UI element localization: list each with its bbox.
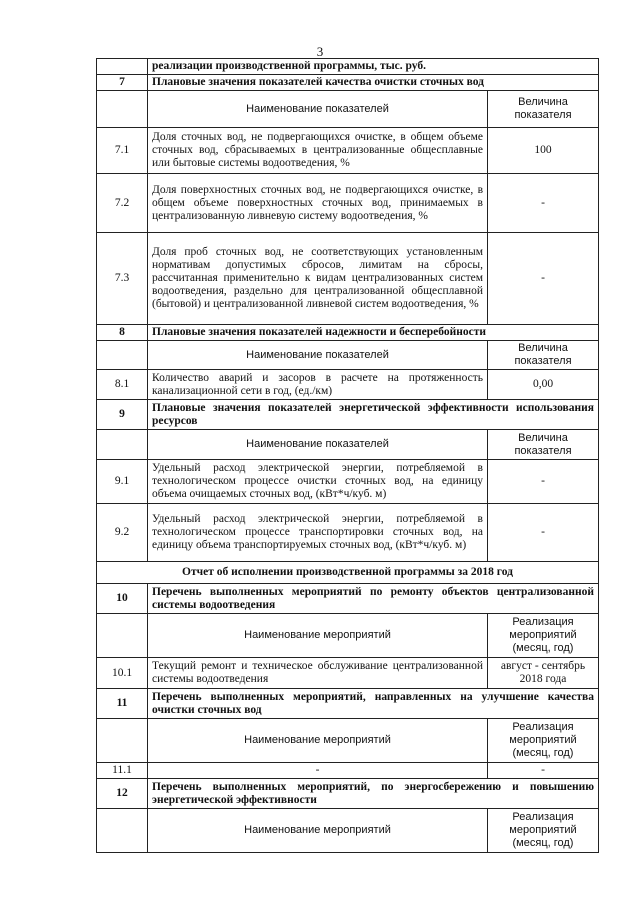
table-row xyxy=(97,460,599,504)
section-number: 12 xyxy=(97,779,148,809)
section-title: Перечень выполненных мероприятий, направленных на улучшение качества очистки сточных вод xyxy=(148,689,599,719)
section-title: Перечень выполненных мероприятий по ремонту объектов централизованной системы водоотведения xyxy=(148,584,599,614)
column-header-row xyxy=(97,719,599,763)
row-text: Удельный расход электрической энергии, потребляемой в технологическом процессе очистки сточных вод, на единицу объема очищаемых сточных вод, (кВт*ч/куб. м) xyxy=(148,460,488,504)
section-header-row xyxy=(97,325,599,341)
column-header-name: Наименование показателей xyxy=(148,430,488,460)
column-header-value: Реализация мероприятий (месяц, год) xyxy=(488,719,599,763)
table-row xyxy=(97,658,599,689)
column-header-row xyxy=(97,809,599,853)
section-number: 10 xyxy=(97,584,148,614)
page-number: 3 xyxy=(316,44,324,59)
row-number: 9.2 xyxy=(97,504,148,562)
section-title: Перечень выполненных мероприятий, по энергосбережению и повышению энергетической эффективности xyxy=(148,779,599,809)
table-row xyxy=(97,59,599,75)
section-title: Плановые значения показателей надежности и бесперебойности xyxy=(148,325,599,341)
column-header-row xyxy=(97,91,599,128)
table-row xyxy=(97,128,599,174)
section-number: 8 xyxy=(97,325,148,341)
row-number: 7.3 xyxy=(97,233,148,325)
table-row xyxy=(97,504,599,562)
row-number: 11.1 xyxy=(97,763,148,779)
program-table xyxy=(96,58,599,853)
report-title-row xyxy=(97,562,599,584)
column-header-row xyxy=(97,430,599,460)
column-header-name: Наименование показателей xyxy=(148,91,488,128)
column-header-value: Величина показателя xyxy=(488,341,599,370)
section-header-row xyxy=(97,689,599,719)
column-header-name: Наименование мероприятий xyxy=(148,809,488,853)
row-text: Доля проб сточных вод, не соответствующих установленным нормативам допустимых сбросов, лимитам на сбросы, рассчитанная применительно к видам централизованных систем водоотведения, раздельно для централизованной общесплавной (бытовой) и централизованной ливневой систем водоотведения, % xyxy=(148,233,488,325)
row-value: - xyxy=(488,504,599,562)
table-row xyxy=(97,233,599,325)
row-text: Текущий ремонт и техническое обслуживание централизованной системы водоотведения xyxy=(148,658,488,689)
column-header-value: Реализация мероприятий (месяц, год) xyxy=(488,614,599,658)
row-text: Удельный расход электрической энергии, потребляемой в технологическом процессе транспортировки сточных вод, на единицу объема транспортируемых сточных вод, (кВт*ч/куб. м) xyxy=(148,504,488,562)
column-header-name: Наименование мероприятий xyxy=(148,614,488,658)
column-header-name: Наименование мероприятий xyxy=(148,719,488,763)
column-header-row xyxy=(97,341,599,370)
section-number: 9 xyxy=(97,400,148,430)
table-row xyxy=(97,763,599,779)
row-text: - xyxy=(148,763,488,779)
row-value: - xyxy=(488,763,599,779)
column-header-value: Величина показателя xyxy=(488,430,599,460)
row-value: - xyxy=(488,233,599,325)
table-row xyxy=(97,370,599,400)
row-value: август - сентябрь 2018 года xyxy=(488,658,599,689)
report-title: Отчет об исполнении производственной программы за 2018 год xyxy=(97,562,599,584)
row-text: Доля поверхностных сточных вод, не подвергающихся очистке, в общем объеме поверхностных сточных вод, принимаемых в централизованную ливневую систему водоотведения, % xyxy=(148,174,488,233)
section-title: Плановые значения показателей качества очистки сточных вод xyxy=(148,75,599,91)
row-number: 7.2 xyxy=(97,174,148,233)
row-value: - xyxy=(488,174,599,233)
column-header-value: Реализация мероприятий (месяц, год) xyxy=(488,809,599,853)
column-header-row xyxy=(97,614,599,658)
section-header-row xyxy=(97,400,599,430)
column-header-value: Величина показателя xyxy=(488,91,599,128)
row-value: - xyxy=(488,460,599,504)
section-number: 11 xyxy=(97,689,148,719)
table-row xyxy=(97,174,599,233)
row-text: Доля сточных вод, не подвергающихся очистке, в общем объеме сточных вод, сбрасываемых в централизованные общесплавные или бытовые системы водоотведения, % xyxy=(148,128,488,174)
row-value: 0,00 xyxy=(488,370,599,400)
row-text: реализации производственной программы, тыс. руб. xyxy=(148,59,599,75)
row-number: 9.1 xyxy=(97,460,148,504)
section-number: 7 xyxy=(97,75,148,91)
section-header-row xyxy=(97,779,599,809)
section-header-row xyxy=(97,584,599,614)
section-title: Плановые значения показателей энергетической эффективности использования ресурсов xyxy=(148,400,599,430)
row-value: 100 xyxy=(488,128,599,174)
column-header-name: Наименование показателей xyxy=(148,341,488,370)
section-header-row xyxy=(97,75,599,91)
row-number: 7.1 xyxy=(97,128,148,174)
row-number: 8.1 xyxy=(97,370,148,400)
row-text: Количество аварий и засоров в расчете на протяженность канализационной сети в год, (ед./км) xyxy=(148,370,488,400)
row-number: 10.1 xyxy=(97,658,148,689)
